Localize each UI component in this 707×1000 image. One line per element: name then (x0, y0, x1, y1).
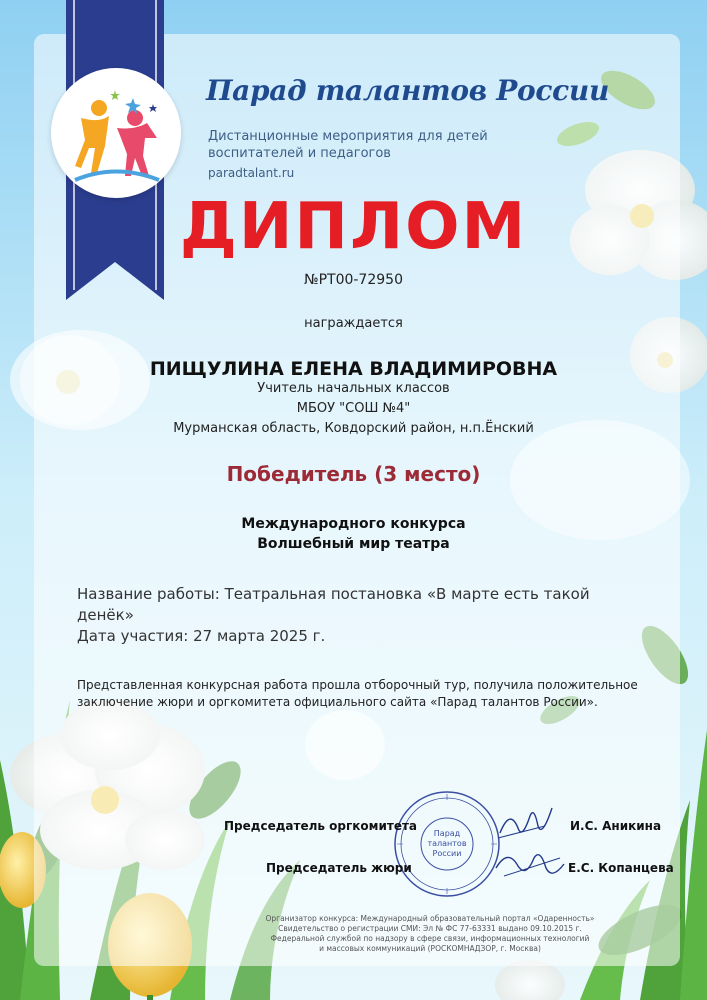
jury-note-line: заключение жюри и оргкомитета официального сайта «Парад талантов России». (77, 695, 598, 709)
brand-subtitle (208, 128, 528, 162)
jury-note (77, 677, 657, 711)
children-logo-icon (51, 68, 181, 198)
work-title-line: Название работы: Театральная постановка «В марте есть такой (77, 585, 590, 603)
brand-subtitle-line: воспитателей и педагогов (208, 146, 391, 161)
handwritten-signatures (490, 798, 570, 888)
participation-date: Дата участия: 27 марта 2025 г. (77, 627, 326, 645)
diploma-title: ДИПЛОМ (179, 190, 528, 264)
footer-line: Федеральной службой по надзору в сфере связи, информационных технологий (270, 934, 590, 943)
org-chair-label: Председатель оргкомитета (224, 819, 418, 833)
brand-subtitle-line: Дистанционные мероприятия для детей (208, 129, 488, 144)
stamp-text: России (432, 849, 462, 858)
contest-line: Международного конкурса (241, 516, 466, 532)
org-chair-name: И.С. Аникина (570, 819, 662, 833)
jury-chair-label: Председатель жюри (266, 861, 412, 875)
logo-badge (51, 68, 181, 198)
jury-chair-name: Е.С. Копанцева (568, 861, 674, 875)
award-place: Победитель (3 место) (226, 462, 481, 486)
work-title-line: денёк» (77, 606, 134, 624)
brand-url: paradtalant.ru (208, 166, 295, 180)
footer-line: Свидетельство о регистрации СМИ: Эл № ФС 77-63331 выдано 09.10.2015 г. (278, 924, 582, 933)
recipient-name: ПИЩУЛИНА ЕЛЕНА ВЛАДИМИРОВНА (149, 358, 558, 380)
work-details (77, 584, 637, 647)
recipient-position: Учитель начальных классов (257, 381, 450, 396)
footer-line: и массовых коммуникаций (РОСКОМНАДЗОР, г. Москва) (319, 944, 541, 953)
jury-note-line: Представленная конкурсная работа прошла отборочный тур, получила положительное (77, 678, 638, 692)
awarded-text: награждается (304, 316, 403, 331)
brand-name: Парад талантов России (206, 74, 610, 107)
contest-line: Волшебный мир театра (257, 536, 450, 552)
recipient-organization: МБОУ "СОШ №4" (296, 401, 411, 416)
stamp-text: талантов (427, 839, 467, 848)
footer-line: Организатор конкурса: Международный образовательный портал «Одаренность» (265, 914, 595, 923)
diploma-number: №РТ00-72950 (304, 272, 403, 288)
stamp-text: Парад (433, 829, 461, 838)
organizer-footer (260, 914, 600, 954)
contest-title (60, 514, 647, 554)
official-stamp (393, 790, 501, 898)
recipient-region: Мурманская область, Ковдорский район, н.п.Ёнский (173, 421, 534, 436)
